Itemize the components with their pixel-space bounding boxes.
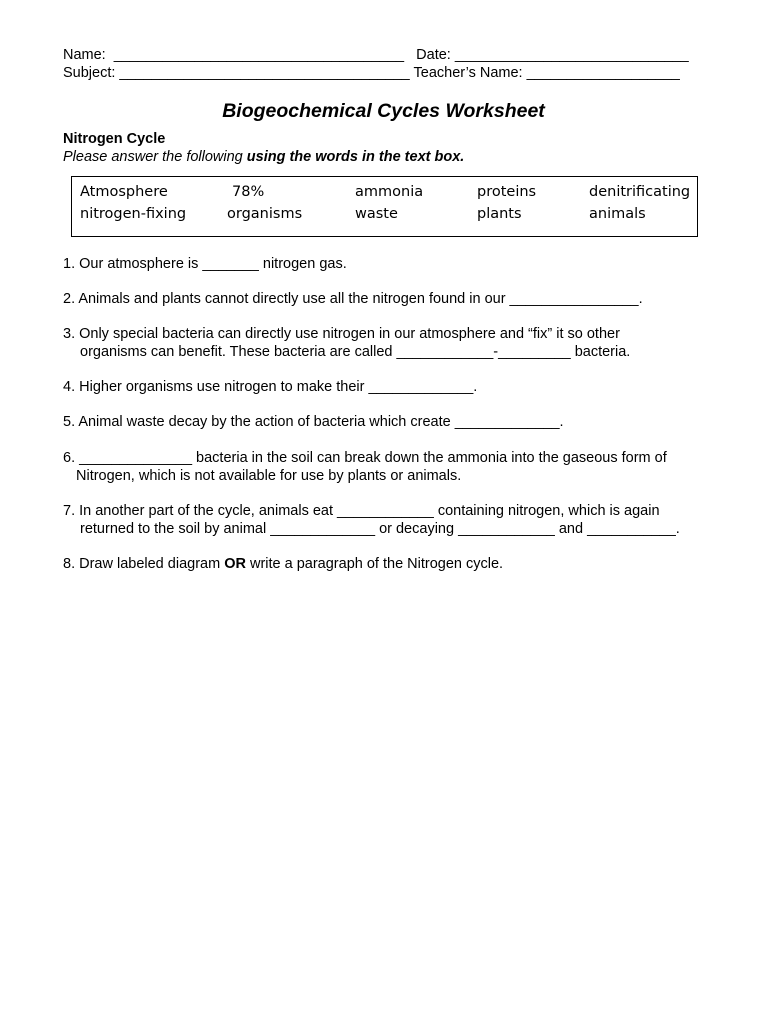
name-date-line: Name: ____________________________________ Date: _____________________________ [63,47,689,63]
question-6-continued: Nitrogen, which is not available for use by plants or animals. [76,468,462,484]
question-7-continued: returned to the soil by animal _____________ or decaying ____________ and ___________. [80,521,680,537]
question-8 [63,555,503,573]
question-8-emphasis: OR [224,556,246,572]
section-title: Nitrogen Cycle [63,131,166,147]
word-bank-item: waste [355,206,398,222]
question-2: 2. Animals and plants cannot directly use all the nitrogen found in our ________________. [63,291,643,307]
word-bank-box [71,176,698,237]
word-bank-item: animals [589,206,646,222]
question-6: 6. ______________ bacteria in the soil can break down the ammonia into the gaseous form of [63,450,667,466]
question-8-text-end: write a paragraph of the Nitrogen cycle. [245,556,504,572]
instructions-emphasis: using the words in the text box. [246,149,465,165]
word-bank-item: 78% [232,184,265,200]
word-bank-item: Atmosphere [80,184,168,200]
word-bank-item: denitrificating [589,184,691,200]
question-8-text: 8. Draw labeled diagram [63,556,225,572]
question-1: 1. Our atmosphere is _______ nitrogen gas. [63,256,347,272]
worksheet-title: Biogeochemical Cycles Worksheet [222,100,545,122]
question-4: 4. Higher organisms use nitrogen to make their _____________. [63,379,478,395]
question-5: 5. Animal waste decay by the action of bacteria which create _____________. [63,414,564,430]
question-7: 7. In another part of the cycle, animals eat ____________ containing nitrogen, which is again [63,503,660,519]
question-3: 3. Only special bacteria can directly use nitrogen in our atmosphere and “fix” it so other [63,326,620,342]
word-bank-item: organisms [227,206,303,222]
instructions-text: Please answer the following [63,149,247,165]
question-3-continued: organisms can benefit. These bacteria are called ____________-_________ bacteria. [80,344,631,360]
word-bank-item: plants [477,206,522,222]
instructions [63,148,708,166]
worksheet-page [63,46,708,572]
word-bank-item: nitrogen-fixing [80,206,187,222]
word-bank-item: proteins [477,184,537,200]
word-bank-item: ammonia [355,184,424,200]
subject-teacher-line: Subject: ____________________________________ Teacher’s Name: ___________________ [63,65,680,81]
